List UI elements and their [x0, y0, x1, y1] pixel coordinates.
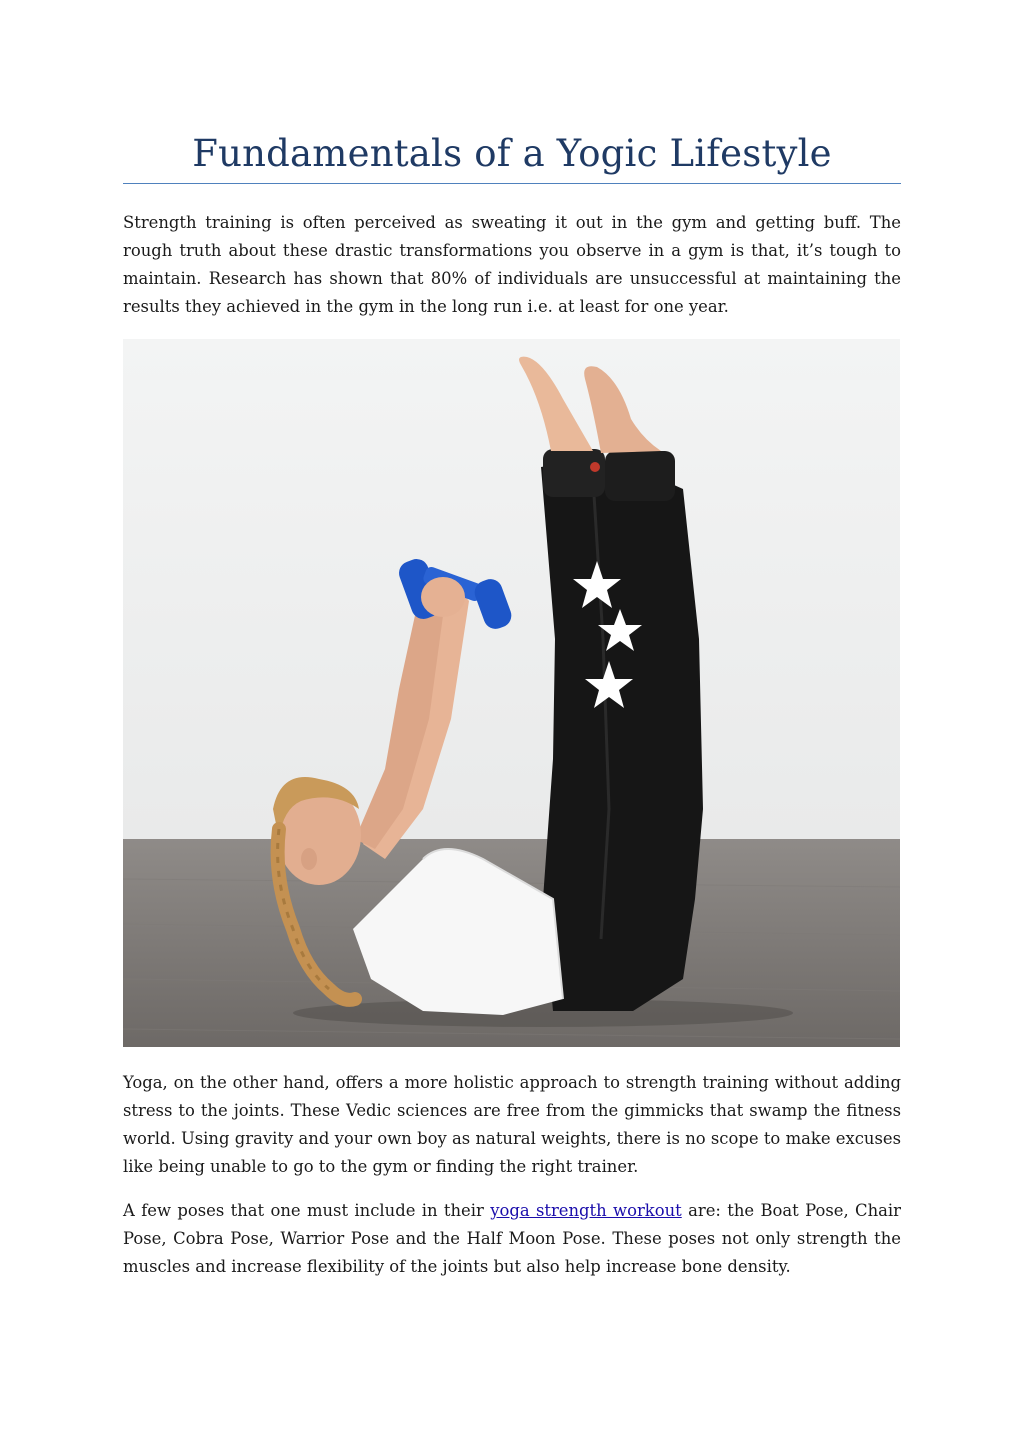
poses-paragraph [123, 1197, 901, 1281]
poses-text-before-link: A few poses that one must include in their [123, 1201, 491, 1220]
yoga-strength-workout-link[interactable]: yoga strength workout [490, 1201, 682, 1220]
body-paragraph: Yoga, on the other hand, offers a more holistic approach to strength training without adding stress to the joints. These Vedic sciences are free from the gimmicks that swamp the fitness world. Using gravity and your own boy as natural weights, there is no scope to make excuses like being unable to go to the gym or finding the right trainer. [123, 1073, 901, 1176]
title-divider [123, 183, 901, 184]
page-title: Fundamentals of a Yogic Lifestyle [192, 132, 832, 175]
poses-text-after-link: are: the Boat Pose, Chair Pose, Cobra Pose, Warrior Pose and the Half Moon Pose. These poses not only strength the muscles and increase flexibility of the joints but also help increase bone density. [123, 1201, 901, 1276]
yoga-photo [123, 339, 900, 1047]
document-page [123, 0, 901, 1281]
intro-paragraph: Strength training is often perceived as sweating it out in the gym and getting buff. The rough truth about these drastic transformations you observe in a gym is that, it’s tough to maintain. Research has shown that 80% of individuals are unsuccessful at maintaining the results they achieved in the gym in the long run i.e. at least for one year. [123, 213, 901, 316]
